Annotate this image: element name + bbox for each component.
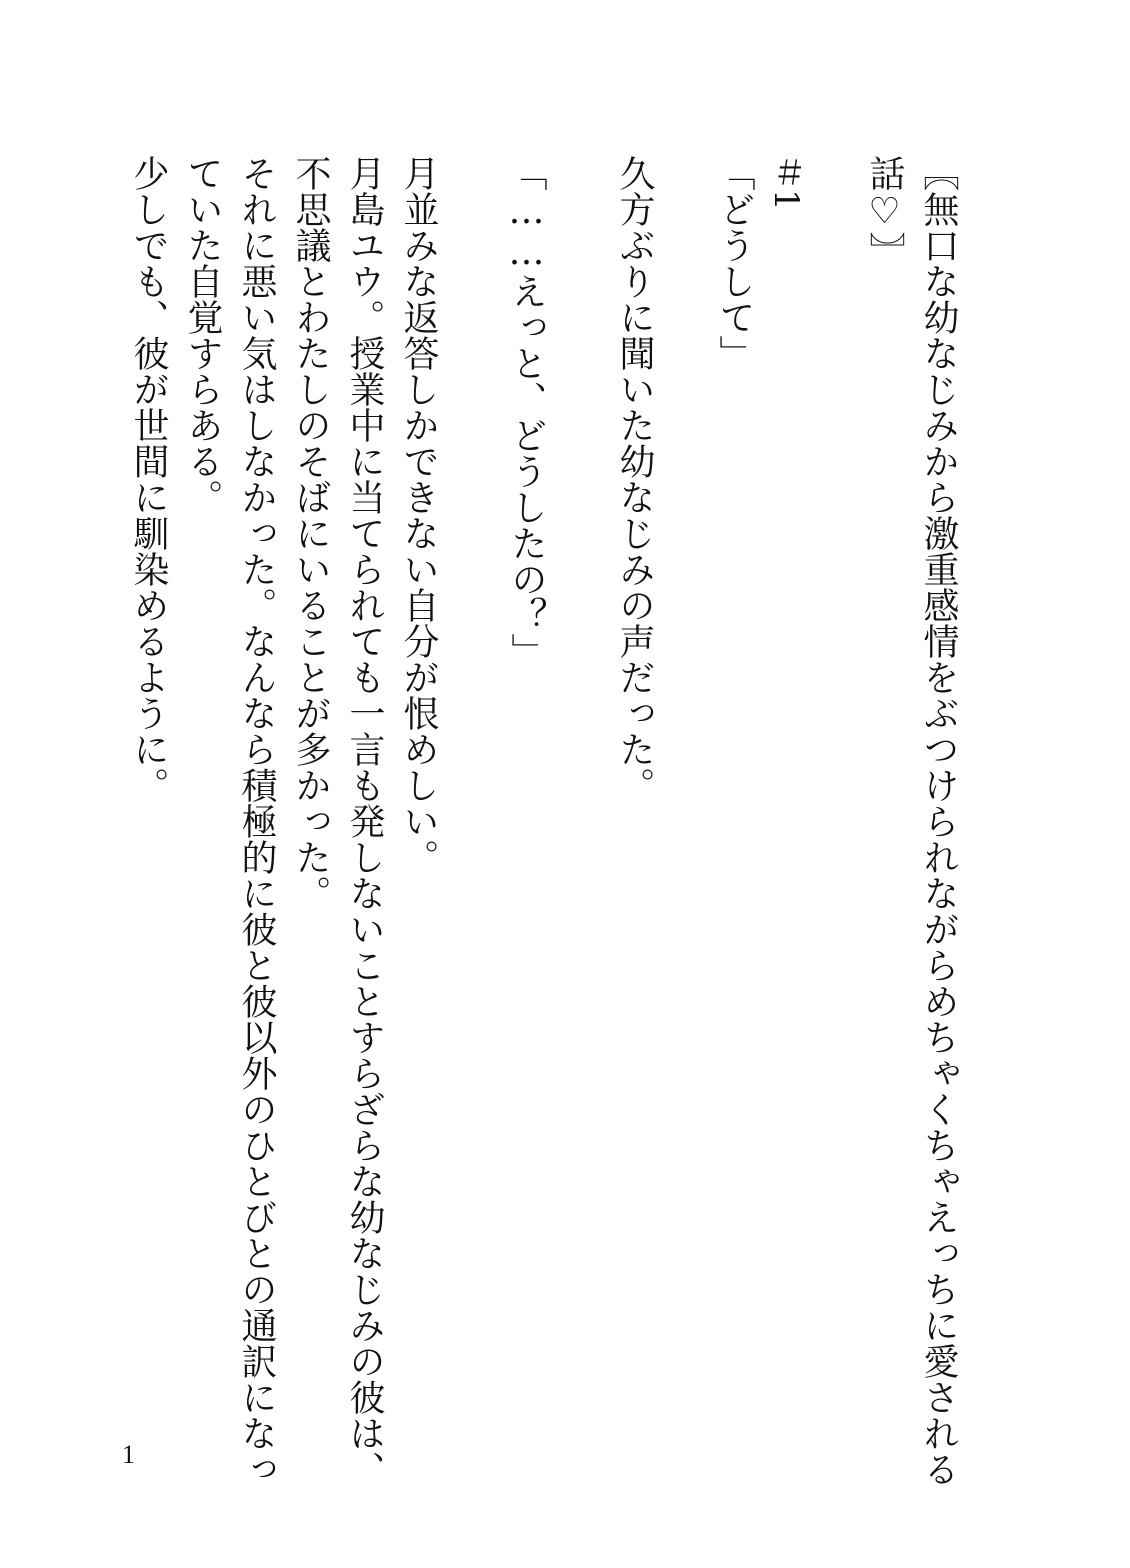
body-line-6: 不思議とわたしのそばにいることが多かった。 xyxy=(290,155,331,911)
body-line-9: 少しでも、彼が世間に馴染めるように。 xyxy=(128,155,169,803)
title-line-1: 〖無口な幼なじみから激重感情をぶつけられながらめちゃくちゃえっちに愛される xyxy=(918,155,959,1487)
body-line-2: 久方ぶりに聞いた幼なじみの声だった。 xyxy=(614,155,655,803)
body-line-1: 「どうして」 xyxy=(714,155,755,371)
body-line-7: それに悪い気はしなかった。なんなら積極的に彼と彼以外のひとびとの通訳になっ xyxy=(236,155,277,1487)
chapter-heading: ＃1 xyxy=(766,155,806,211)
page-number: 1 xyxy=(122,1440,135,1469)
body-line-8: ていた自覚すらある。 xyxy=(182,155,223,515)
body-line-5: 月島ユウ。授業中に当てられても一言も発しないことすらざらな幼なじみの彼は、 xyxy=(344,155,385,1487)
body-line-3: 「……えっと、どうしたの？」 xyxy=(506,155,547,669)
title-line-2: 話♡〗 xyxy=(864,155,905,268)
body-line-4: 月並みな返答しかできない自分が恨めしい。 xyxy=(398,155,439,875)
